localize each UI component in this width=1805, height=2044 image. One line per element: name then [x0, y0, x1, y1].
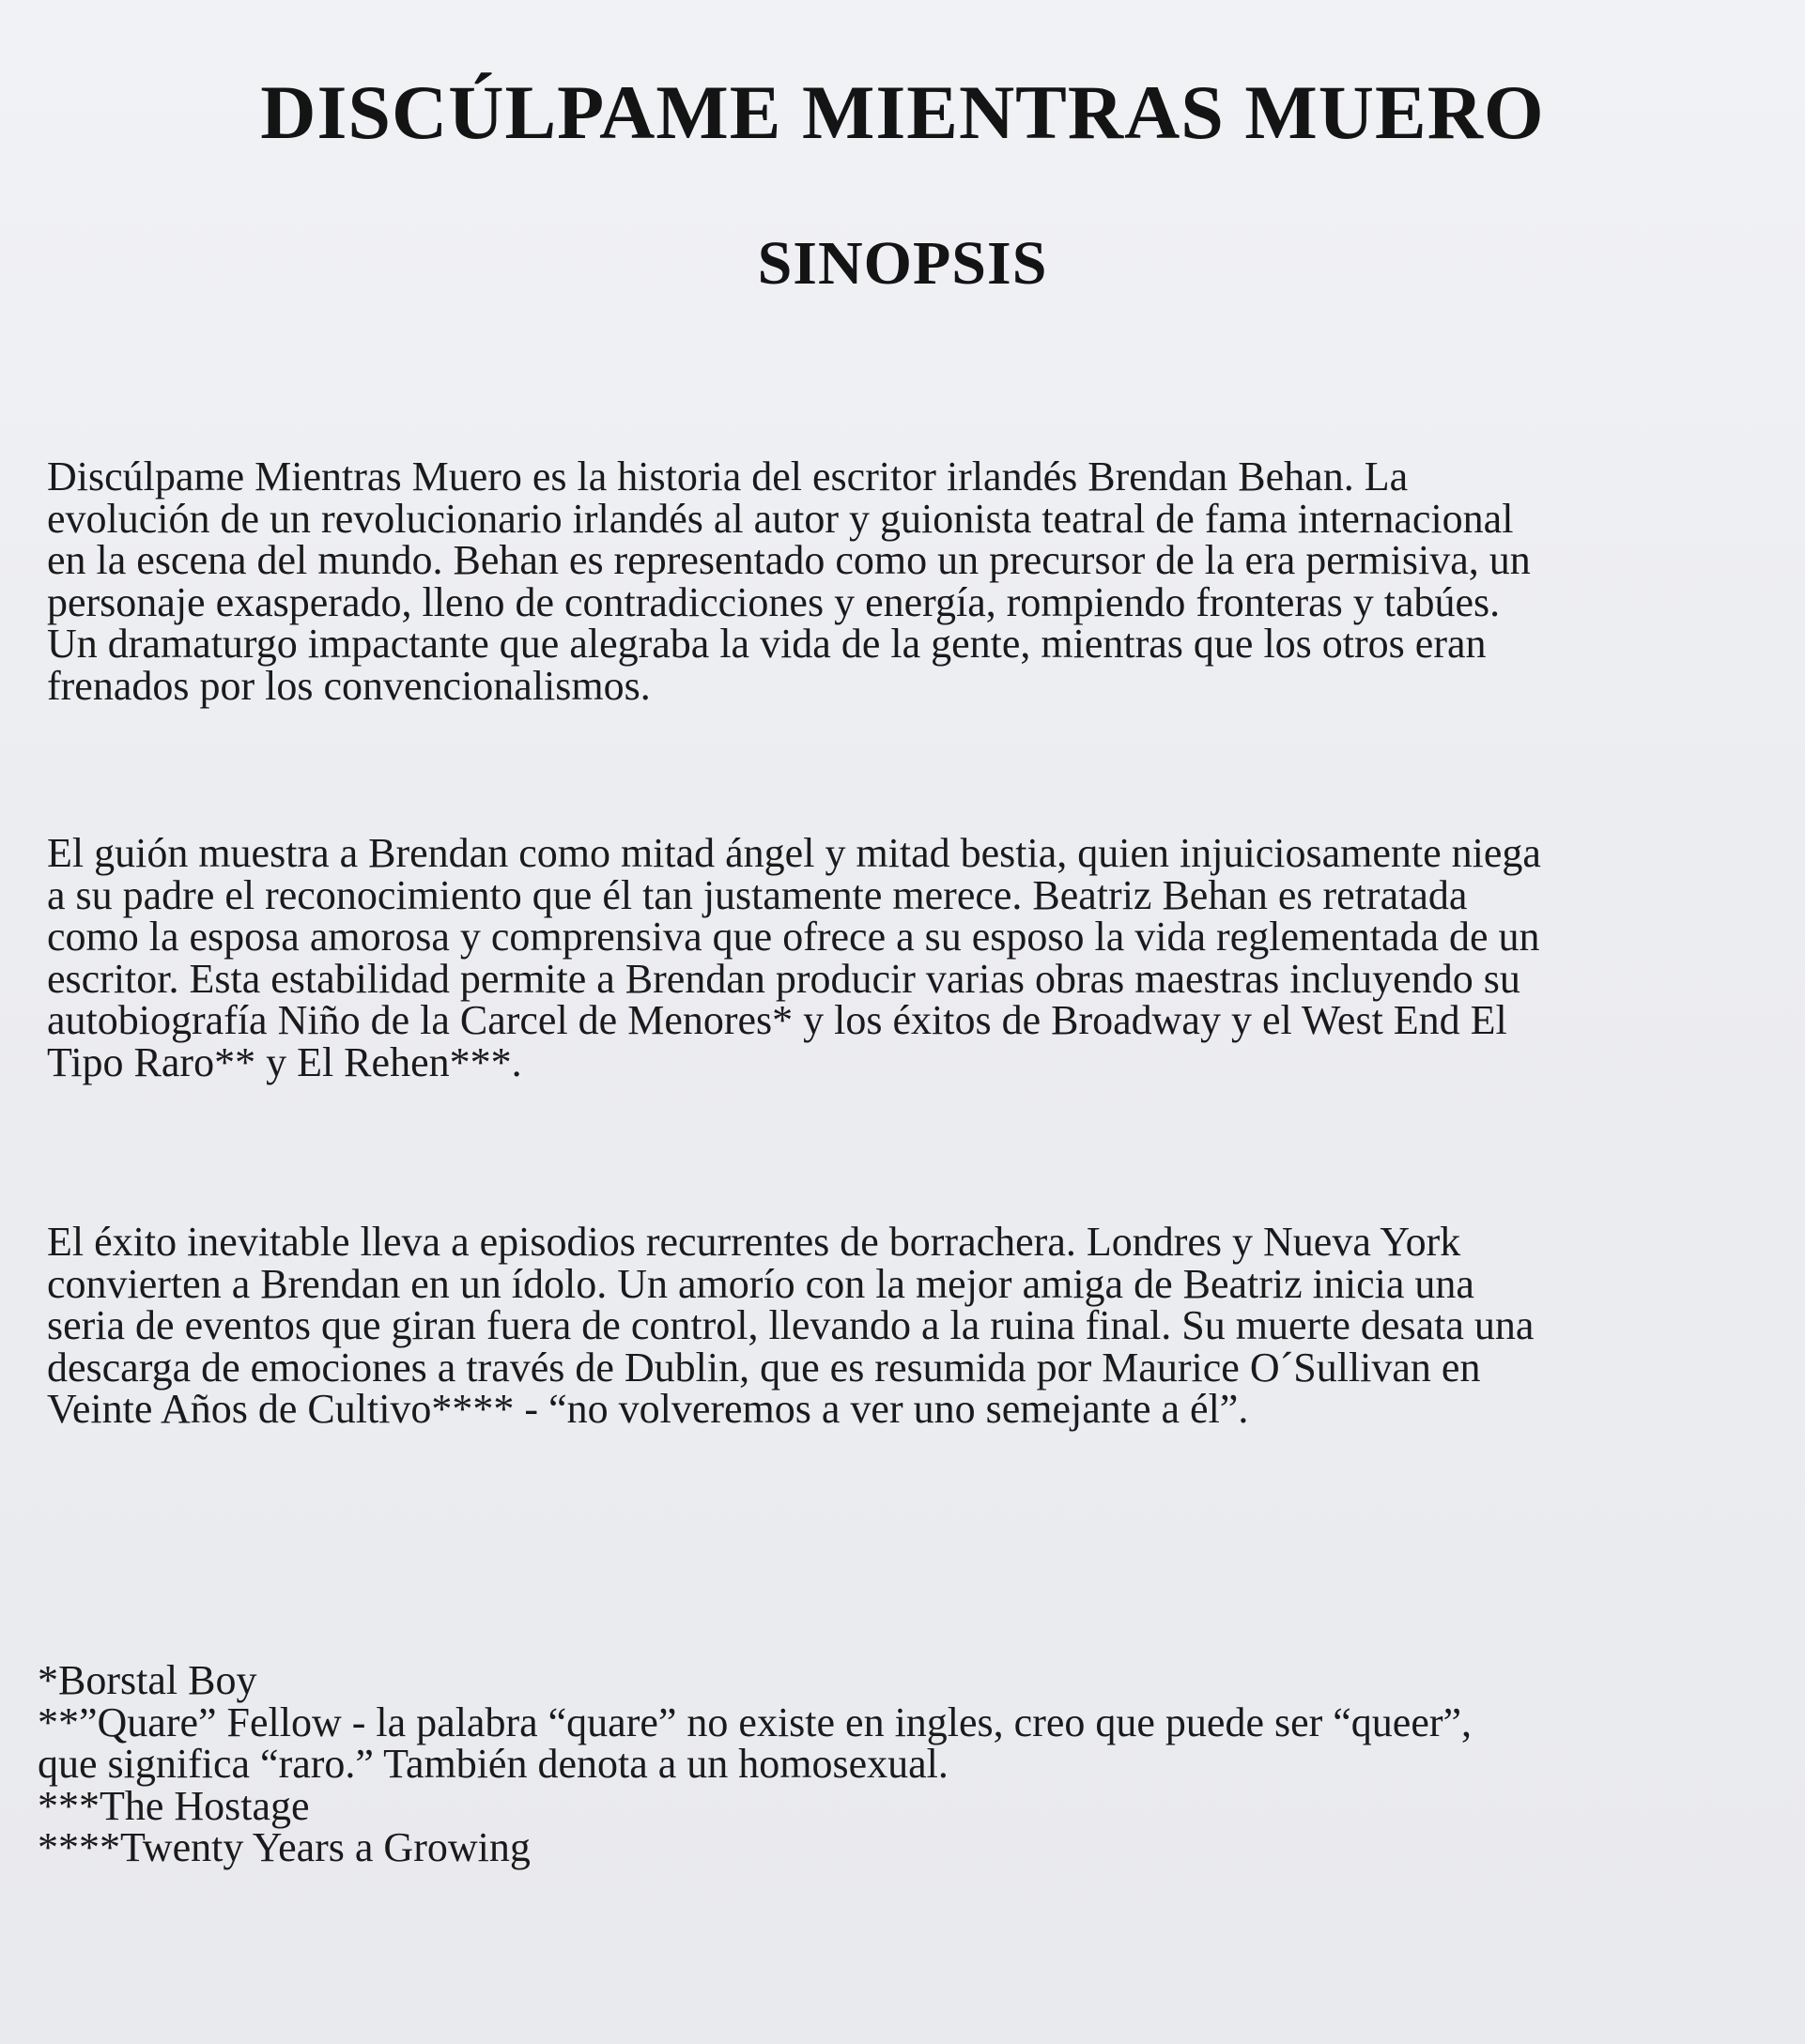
paragraph-line: como la esposa amorosa y comprensiva que ofrece a su esposo la vida reglementada de un — [47, 914, 1540, 960]
paragraph-line: personaje exasperado, lleno de contradicciones y energía, rompiendo fronteras y tabúes. — [47, 578, 1501, 625]
synopsis-paragraph-2 — [47, 830, 1756, 1085]
paragraph-line: en la escena del mundo. Behan es representado como un precursor de la era permisiva, un — [47, 537, 1531, 583]
paragraph-line: Veinte Años de Cultivo**** - “no volveremos a ver uno semejante a él”. — [47, 1386, 1249, 1432]
paragraph-line: escritor. Esta estabilidad permite a Brendan producir varias obras maestras incluyendo su — [47, 955, 1520, 1002]
footnotes — [38, 1657, 1747, 1870]
paragraph-line: frenados por los convencionalismos. — [47, 662, 651, 709]
document-subtitle: SINOPSIS — [757, 229, 1048, 298]
paragraph-line: a su padre el reconocimiento que él tan justamente merece. Beatriz Behan es retratada — [47, 871, 1468, 918]
paragraph-line: convierten a Brendan en un ídolo. Un amorío con la mejor amiga de Beatriz inicia una — [47, 1260, 1474, 1307]
paragraph-line: Un dramaturgo impactante que alegraba la vida de la gente, mientras que los otros eran — [47, 621, 1487, 667]
paragraph-line: evolución de un revolucionario irlandés al autor y guionista teatral de fama internacional — [47, 495, 1514, 542]
footnote-line: ***The Hostage — [38, 1782, 310, 1829]
paragraph-line: Tipo Raro** y El Rehen***. — [47, 1038, 522, 1085]
paragraph-line: Discúlpame Mientras Muero es la historia del escritor irlandés Brendan Behan. La — [47, 453, 1409, 499]
footnote-line: *Borstal Boy — [38, 1657, 257, 1703]
paragraph-line: autobiografía Niño de la Carcel de Menores* y los éxitos de Broadway y el West End El — [47, 997, 1507, 1043]
footnote-line: ****Twenty Years a Growing — [38, 1824, 531, 1870]
synopsis-paragraph-1 — [47, 453, 1756, 709]
synopsis-paragraph-3 — [47, 1219, 1756, 1432]
paragraph-line: El guión muestra a Brendan como mitad ángel y mitad bestia, quien injuiciosamente niega — [47, 830, 1541, 876]
paragraph-line: descarga de emociones a través de Dublin, que es resumida por Maurice O´Sullivan en — [47, 1344, 1481, 1391]
footnote-line: que significa “raro.” También denota a un homosexual. — [38, 1741, 949, 1787]
footnote-line: **”Quare” Fellow - la palabra “quare” no existe en ingles, creo que puede ser “queer”, — [38, 1698, 1473, 1745]
paragraph-line: seria de eventos que giran fuera de control, llevando a la ruina final. Su muerte desata una — [47, 1302, 1535, 1348]
document-title: DISCÚLPAME MIENTRAS MUERO — [260, 69, 1545, 155]
paragraph-line: El éxito inevitable lleva a episodios recurrentes de borrachera. Londres y Nueva York — [47, 1219, 1461, 1265]
